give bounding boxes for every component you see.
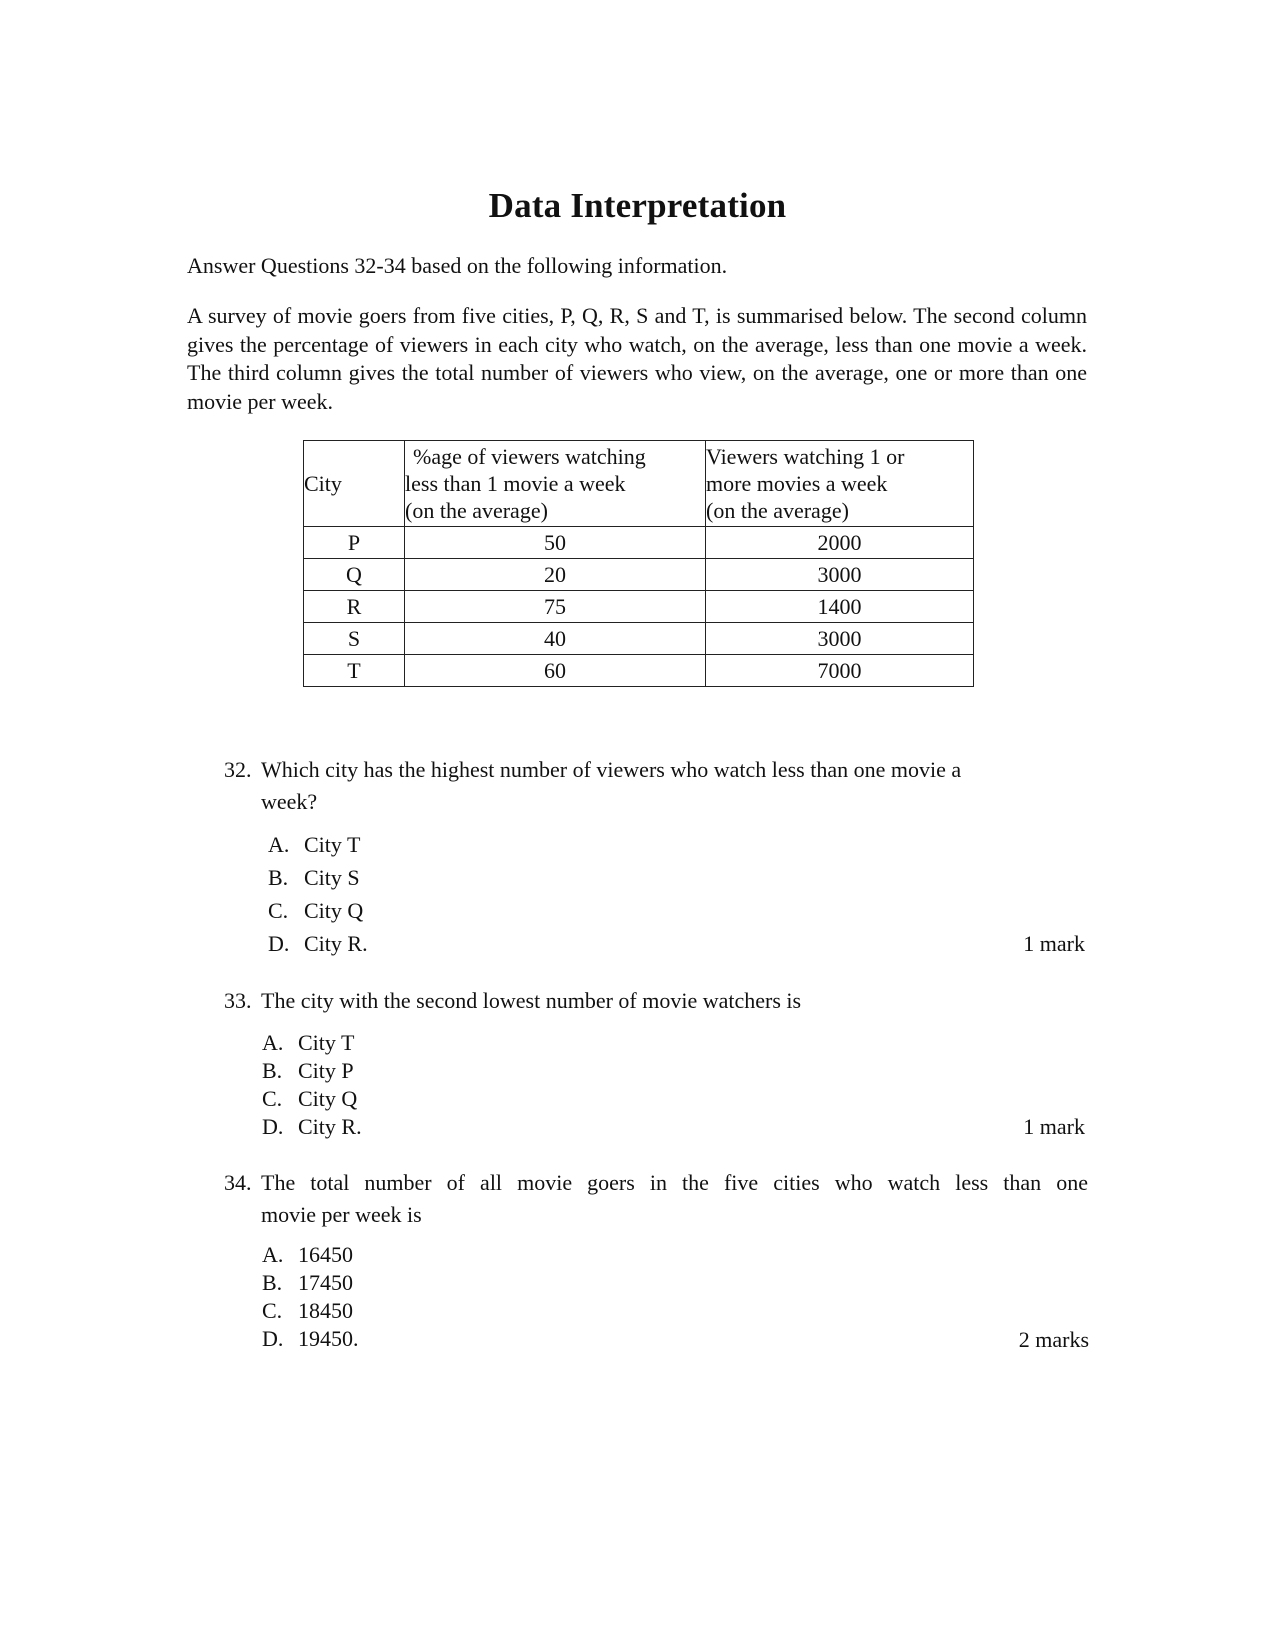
table-row [304, 527, 974, 559]
option-a: A. City T [268, 832, 361, 857]
cell-viewers: 3000 [706, 623, 974, 655]
option-b: B. City S [268, 865, 360, 890]
table-row [304, 655, 974, 687]
header-viewers: Viewers watching 1 or more movies a week (on the average) [706, 441, 974, 527]
page-title: Data Interpretation [488, 186, 787, 225]
marks-label: 1 mark [1023, 1114, 1085, 1139]
table-row [304, 591, 974, 623]
marks-label: 2 marks [1018, 1327, 1089, 1352]
question-text: The city with the second lowest number of movie watchers is [261, 988, 802, 1013]
option-c: C. City Q [268, 898, 364, 923]
option-c: C. City Q [262, 1086, 358, 1111]
cell-percentage: 20 [405, 559, 706, 591]
cell-city: R [304, 591, 405, 623]
cell-viewers: 1400 [706, 591, 974, 623]
cell-percentage: 75 [405, 591, 706, 623]
cell-city: P [304, 527, 405, 559]
option-d: D. City R. [268, 931, 368, 956]
cell-percentage: 40 [405, 623, 706, 655]
question-text-continued: week? [261, 789, 318, 814]
option-b: B. 17450 [262, 1270, 353, 1295]
question-text: The total number of all movie goers in the five cities who watch less than one [261, 1170, 1088, 1195]
question-number: 32. [224, 757, 252, 782]
option-a: A. City T [262, 1030, 355, 1055]
cell-city: T [304, 655, 405, 687]
option-c: C. 18450 [262, 1298, 353, 1323]
survey-description: A survey of movie goers from five cities, P, Q, R, S and T, is summarised below. The second column gives the percentage of viewers in each city who watch, on the average, less than one movie a week. The third column gives the total number of viewers who view, on the average, one or more than one movie per week. [187, 303, 1087, 414]
question-number: 34. [224, 1170, 252, 1195]
instructions-text: Answer Questions 32-34 based on the following information. [187, 253, 728, 278]
option-d: D. 19450. [262, 1326, 359, 1351]
question-number: 33. [224, 988, 252, 1013]
cell-viewers: 3000 [706, 559, 974, 591]
header-percentage: %age of viewers watching less than 1 movie a week (on the average) [405, 441, 706, 527]
cell-city: S [304, 623, 405, 655]
cell-viewers: 2000 [706, 527, 974, 559]
header-city: City [304, 441, 405, 527]
table-row [304, 559, 974, 591]
question-33 [224, 985, 1084, 1019]
survey-table [303, 440, 974, 687]
marks-label: 1 mark [1023, 931, 1085, 956]
question-text: Which city has the highest number of viewers who watch less than one movie a [261, 757, 962, 782]
table-row [304, 623, 974, 655]
cell-percentage: 50 [405, 527, 706, 559]
option-b: B. City P [262, 1058, 354, 1083]
question-text-continued: movie per week is [261, 1202, 422, 1227]
question-34 [224, 1167, 1088, 1231]
option-d: D. City R. [262, 1114, 362, 1139]
table-header-row [304, 441, 974, 527]
cell-percentage: 60 [405, 655, 706, 687]
cell-viewers: 7000 [706, 655, 974, 687]
question-32 [224, 754, 1084, 824]
option-a: A. 16450 [262, 1242, 353, 1267]
cell-city: Q [304, 559, 405, 591]
